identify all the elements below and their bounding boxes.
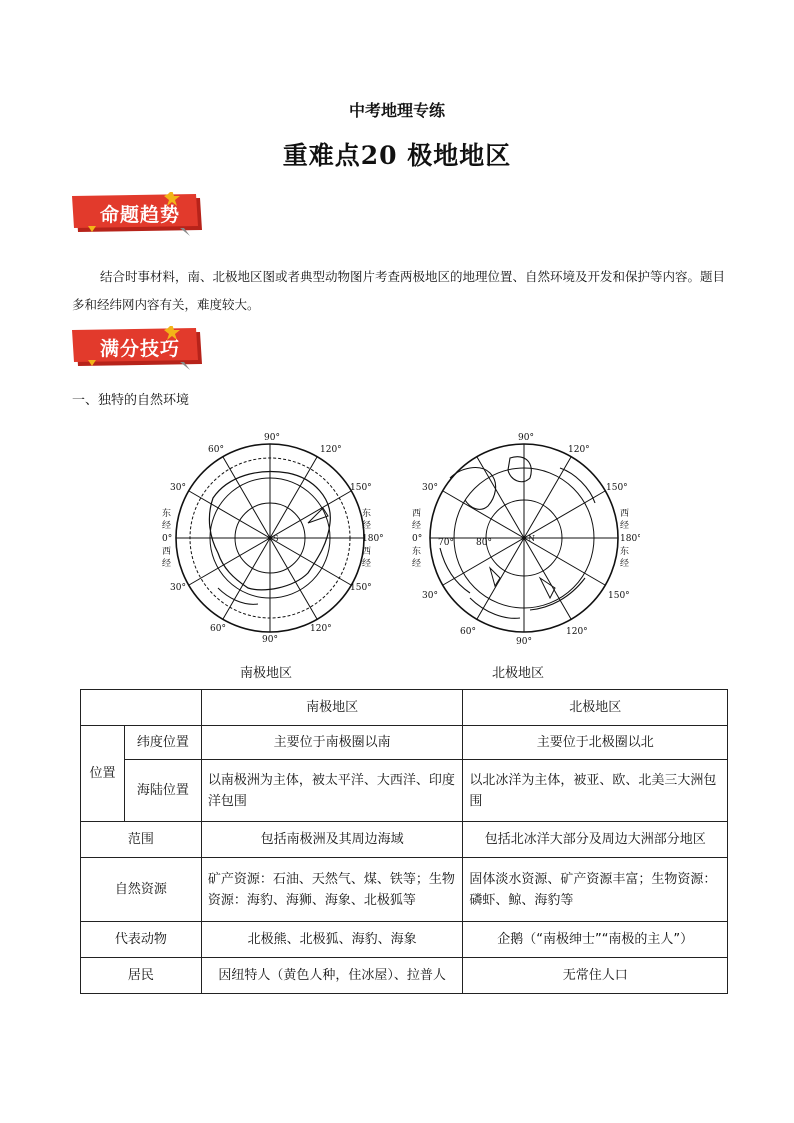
row-label: 范围 xyxy=(81,822,202,858)
north-lbl-bottom: 90° xyxy=(516,637,532,647)
row-south: 主要位于南极圈以南 xyxy=(201,726,463,760)
north-lbl-west-2: 经 xyxy=(412,521,422,531)
north-lbl-70: 70° xyxy=(438,538,454,548)
south-pole-map xyxy=(158,428,388,658)
north-center-label: N xyxy=(528,534,535,543)
south-lbl-upper-left: 30° xyxy=(170,483,186,493)
table-corner-cell xyxy=(81,690,202,726)
north-lbl-r-east-1: 东 xyxy=(620,547,630,557)
north-lbl-bottom-right: 120° xyxy=(566,627,588,637)
north-lbl-r-west-1: 西 xyxy=(620,509,630,519)
north-lbl-zero: 0° xyxy=(412,534,423,544)
south-lbl-lower-right: 150° xyxy=(350,583,372,593)
north-map-caption: 北极地区 xyxy=(492,666,545,681)
north-lbl-lower-left: 30° xyxy=(422,591,438,601)
north-lbl-east-2: 经 xyxy=(412,559,422,569)
row-south: 因纽特人（黄色人种，住冰屋）、拉普人 xyxy=(201,958,463,994)
south-lbl-bottom: 90° xyxy=(262,635,278,645)
south-lbl-east-2: 经 xyxy=(162,521,172,531)
south-lbl-r-west-2: 经 xyxy=(362,559,372,569)
row-label: 居民 xyxy=(81,958,202,994)
north-lbl-east-1: 东 xyxy=(412,547,422,557)
row-north: 以北冰洋为主体，被亚、欧、北美三大洲包围 xyxy=(463,760,728,822)
south-lbl-bottom-left: 60° xyxy=(210,624,226,634)
north-lbl-r-180: 180° xyxy=(620,534,640,544)
header-north: 北极地区 xyxy=(463,690,728,726)
table-row xyxy=(81,922,728,958)
south-lbl-upper-right: 150° xyxy=(350,483,372,493)
south-map-caption: 南极地区 xyxy=(240,666,293,681)
north-lbl-upper-left: 30° xyxy=(422,483,438,493)
south-lbl-west-1: 西 xyxy=(162,547,172,557)
page-title: 重难点20 极地地区 xyxy=(282,141,512,170)
row-label: 代表动物 xyxy=(81,922,202,958)
south-lbl-lower-left: 30° xyxy=(170,583,186,593)
row-south: 北极熊、北极狐、海豹、海象 xyxy=(201,922,463,958)
page-subtitle: 中考地理专练 xyxy=(348,101,445,120)
table-row xyxy=(81,958,728,994)
row-north: 固体淡水资源、矿产资源丰富；生物资源：磷虾、鲸、海豹等 xyxy=(463,858,728,922)
trend-badge-label: 命题趋势 xyxy=(99,204,180,226)
table-row xyxy=(81,858,728,922)
south-lbl-r-east-1: 东 xyxy=(362,509,372,519)
south-lbl-r-east-2: 经 xyxy=(362,521,372,531)
south-lbl-west-2: 经 xyxy=(162,559,172,569)
south-lbl-zero: 0° xyxy=(162,534,173,544)
north-lbl-upper-right: 150° xyxy=(606,483,628,493)
header-south: 南极地区 xyxy=(201,690,463,726)
row-label: 纬度位置 xyxy=(124,726,201,760)
north-lbl-west-1: 西 xyxy=(412,509,422,519)
row-label: 海陆位置 xyxy=(124,760,201,822)
row-south: 以南极洲为主体，被太平洋、大西洋、印度洋包围 xyxy=(201,760,463,822)
row-north: 企鹅（“南极绅士”“南极的主人”） xyxy=(463,922,728,958)
skills-badge-label: 满分技巧 xyxy=(99,338,180,360)
row-north: 主要位于北极圈以北 xyxy=(463,726,728,760)
row-south: 矿产资源：石油、天然气、煤、铁等；生物资源：海豹、海狮、海象、北极狐等 xyxy=(201,858,463,922)
trend-paragraph: 结合时事材料，南、北极地区图或者典型动物图片考查两极地区的地理位置、自然环境及开发和保护等内容。题目多和经纬网内容有关，难度较大。 xyxy=(72,269,726,312)
north-lbl-r-west-2: 经 xyxy=(620,521,630,531)
row-label: 自然资源 xyxy=(81,858,202,922)
skills-badge xyxy=(68,326,208,374)
south-lbl-east-1: 东 xyxy=(162,509,172,519)
polar-comparison-table xyxy=(80,689,728,994)
north-lbl-top-right: 120° xyxy=(568,445,590,455)
table-row xyxy=(81,726,728,760)
north-lbl-bottom-left: 60° xyxy=(460,627,476,637)
south-lbl-r-180: 180° xyxy=(362,534,384,544)
south-lbl-top-right: 120° xyxy=(320,445,342,455)
north-pole-map xyxy=(410,428,640,658)
table-row xyxy=(81,760,728,822)
north-lbl-80: 80° xyxy=(476,538,492,548)
north-lbl-lower-right: 150° xyxy=(608,591,630,601)
trend-badge xyxy=(68,192,208,240)
section-heading: 一、独特的自然环境 xyxy=(72,393,190,408)
north-lbl-top: 90° xyxy=(518,433,534,443)
south-center-label: S xyxy=(273,534,279,543)
row-south: 包括南极洲及其周边海域 xyxy=(201,822,463,858)
south-lbl-top-left: 60° xyxy=(208,445,224,455)
row-north: 无常住人口 xyxy=(463,958,728,994)
south-lbl-top: 90° xyxy=(264,433,280,443)
row-north: 包括北冰洋大部分及周边大洲部分地区 xyxy=(463,822,728,858)
north-lbl-r-east-2: 经 xyxy=(620,559,630,569)
south-lbl-r-west-1: 西 xyxy=(362,547,372,557)
position-group-cell: 位置 xyxy=(81,726,125,822)
table-header-row xyxy=(81,690,728,726)
table-row xyxy=(81,822,728,858)
south-lbl-bottom-right: 120° xyxy=(310,624,332,634)
